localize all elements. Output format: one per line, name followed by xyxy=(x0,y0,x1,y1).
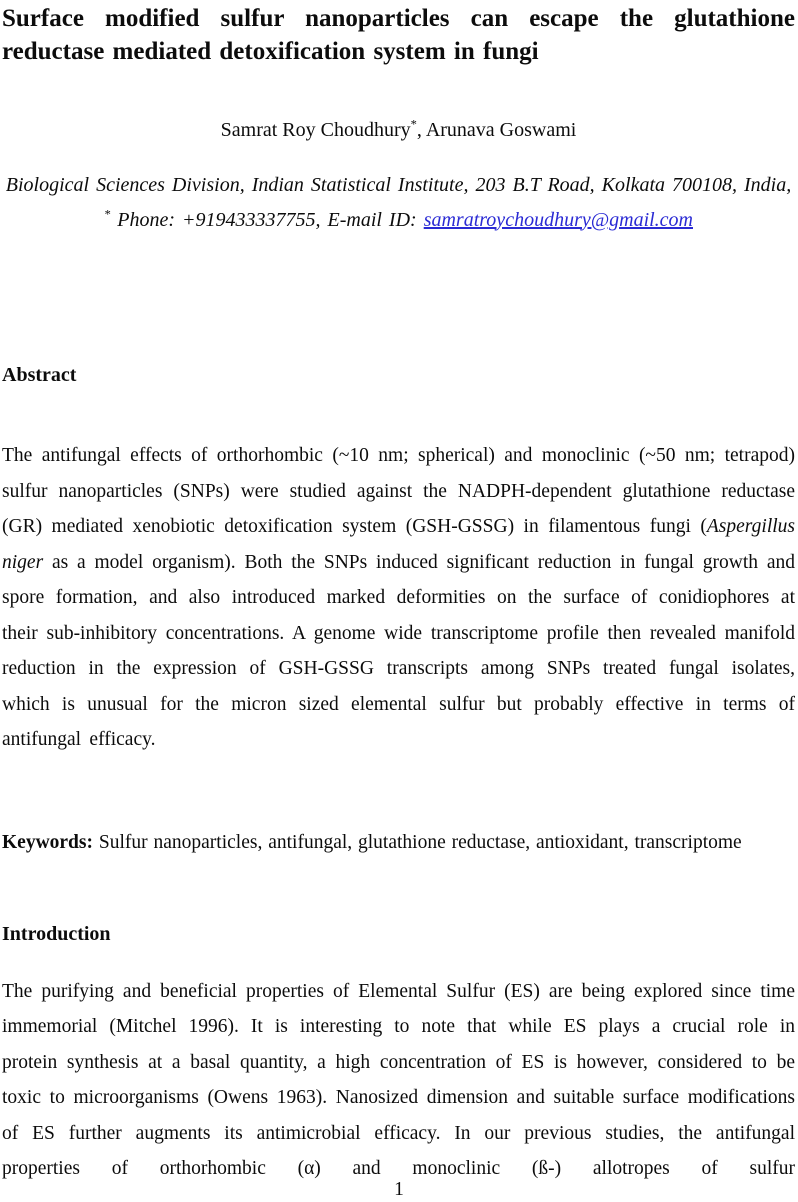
manuscript-page xyxy=(0,2,798,1202)
introduction-heading: Introduction xyxy=(2,922,111,945)
abstract-text-1: The antifungal effects of orthorhombic (~10 nm; spherical) and monoclinic (~50 nm; tetrapod) sulfur nanoparticles (SNPs) were studied against the NADPH-dependent glutathione reductase (GR) mediated xenobiotic detoxification system (GSH-GSSG) in filamentous fungi ( xyxy=(2,445,795,537)
keywords-list: Sulfur nanoparticles, antifungal, glutathione reductase, antioxidant, transcriptome xyxy=(98,831,742,853)
species-name: Aspergillus niger xyxy=(2,516,795,573)
corresponding-author-asterisk: * xyxy=(104,206,111,221)
paper-title: Surface modified sulfur nanoparticles can escape the glutathione reductase mediated detoxification system in fungi xyxy=(2,5,795,65)
email-link[interactable]: samratroychoudhury@gmail.com xyxy=(423,208,693,231)
introduction-paragraph: The purifying and beneficial properties of Elemental Sulfur (ES) are being explored since time immemorial (Mitchel 1996). It is interesting to note that while ES plays a crucial role in protein synthesis at a basal quantity, a high concentration of ES is however, considered to be toxic to microorganisms (Owens 1963). Nanosized dimension and suitable surface modifications of ES further augments its antimicrobial efficacy. In our previous studies, the antifungal properties of orthorhombic (α) and monoclinic (ß-) allotropes of sulfur xyxy=(2,980,795,1179)
contact-text: Phone: +919433337755, E-mail ID: xyxy=(117,208,417,231)
author-2: Arunava Goswami xyxy=(425,119,577,141)
author-1: Samrat Roy Choudhury xyxy=(220,119,411,141)
abstract-heading: Abstract xyxy=(2,364,77,386)
page-number: 1 xyxy=(394,1179,404,1200)
abstract-text-2: as a model organism). Both the SNPs induced significant reduction in fungal growth and spore formation, and also introduced marked deformities on the surface of conidiophores at their sub-inhibitory concentrations. A genome wide transcriptome profile then revealed manifold reduction in the expression of GSH-GSSG transcripts among SNPs treated fungal isolates, which is unusual for the micron sized elemental sulfur but probably effective in terms of antifungal efficacy. xyxy=(2,551,795,750)
abstract-paragraph xyxy=(2,438,795,758)
affiliation-address: Biological Sciences Division, Indian Statistical Institute, 203 B.T Road, Kolkata 700108, India, xyxy=(5,174,792,196)
authors-separator: , xyxy=(416,119,426,141)
author-1-asterisk: * xyxy=(410,117,417,132)
affiliation-line xyxy=(2,168,795,237)
keywords-label: Keywords: xyxy=(2,831,93,853)
keywords-line xyxy=(2,825,795,860)
authors-line xyxy=(2,115,795,145)
